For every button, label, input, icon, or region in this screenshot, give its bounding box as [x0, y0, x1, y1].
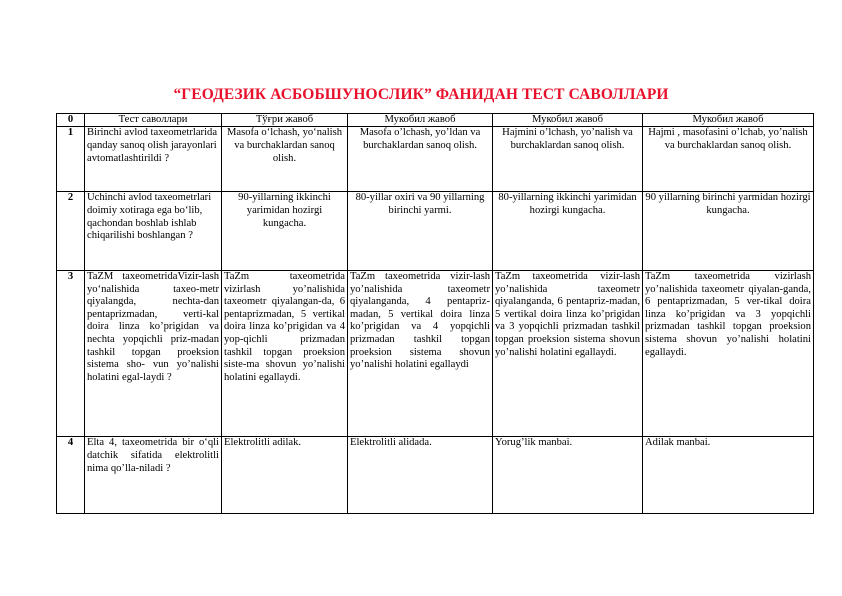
table-row [57, 437, 814, 514]
document-title: “ГЕОДЕЗИК АСБОБШУНОСЛИК” ФАНИДАН ТЕСТ САВОЛЛАРИ [173, 86, 669, 103]
alternative-answer-cell: Adilak manbai. [643, 437, 814, 514]
correct-answer-cell: TaZm taxeometrida vizirlash yo’nalishida taxeometr qiyalangan-da, 6 pentaprizmadan, 5 vertikal doira linza ko’prigidan va 4 yop-qichli prizmadan tashkil topgan proeksion siste-ma shovun yo’nalishi holatini egallaydi. [222, 271, 348, 437]
question-cell: Uchinchi avlod taxeometrlari doimiy xotiraga ega bo‘lib, qachondan boshlab ishlab chiqarilishi boshlangan ? [85, 192, 222, 271]
correct-answer-cell: Elektrolitli adilak. [222, 437, 348, 514]
alternative-answer-cell: Hajmi , masofasini o’lchab, yo’nalish va burchaklardan sanoq olish. [643, 127, 814, 192]
row-number: 1 [57, 127, 85, 192]
alternative-answer-cell: 80-yillarning ikkinchi yarimidan hozirgi kungacha. [493, 192, 643, 271]
row-number: 2 [57, 192, 85, 271]
correct-answer-cell: 90-yillarning ikkinchi yarimidan hozirgi kungacha. [222, 192, 348, 271]
alternative-answer-cell: Elektrolitli alidada. [348, 437, 493, 514]
alternative-answer-cell: 80-yillar oxiri va 90 yillarning birinchi yarmi. [348, 192, 493, 271]
question-cell: Elta 4, taxeometrida bir o‘qli datchik sifatida elektrolitli nima qo’lla-niladi ? [85, 437, 222, 514]
correct-answer-cell: Masofa o‘lchash, yo‘nalish va burchaklardan sanoq olish. [222, 127, 348, 192]
table-row [57, 271, 814, 437]
row-number: 3 [57, 271, 85, 437]
table-row [57, 127, 814, 192]
alternative-answer-cell: TaZm taxeometrida vizir-lash yo’nalishida taxeometr qiyalanganda, 6 pentapriz-madan, 5 vertikal doira linza ko’prigidan va 3 yopqichli prizmadan tashkil topgan proeksion sistema shovun yo’nalishi holatini egallaydi. [493, 271, 643, 437]
question-cell: Birinchi avlod taxeometrlarida qanday sanoq olish jarayonlari avtomatlashtirildi ? [85, 127, 222, 192]
alternative-answer-cell: Masofa o’lchash, yo’ldan va burchaklardan sanoq olish. [348, 127, 493, 192]
header-number: 0 [57, 114, 85, 127]
table-header-row [57, 114, 814, 127]
test-questions-table [56, 113, 814, 514]
table-row [57, 192, 814, 271]
header-alternative-answer-1: Мукобил жавоб [348, 114, 493, 127]
alternative-answer-cell: TaZm taxeometrida vizir-lash yo’nalishida taxeometr qiyalanganda, 4 pentapriz-madan, 5 vertikal doira linza ko’prigidan va 4 yopqichli prizmadan tashkil topgan proeksion sistema shovun yo’nalishi holatini egallaydi [348, 271, 493, 437]
alternative-answer-cell: 90 yillarning birinchi yarmidan hozirgi kungacha. [643, 192, 814, 271]
alternative-answer-cell: Hajmini o’lchash, yo’nalish va burchaklardan sanoq olish. [493, 127, 643, 192]
header-question: Тест саволлари [85, 114, 222, 127]
alternative-answer-cell: TaZm taxeometrida vizirlash yo’nalishida taxeometr qiyalan-ganda, 6 pentaprizmadan, 5 ver-tikal doira linza ko’prigidan va 3 yopqichli prizmadan tashkil topgan proeksion sistema shovun yo’nalishi holatini egallaydi. [643, 271, 814, 437]
header-correct-answer: Тўғри жавоб [222, 114, 348, 127]
header-alternative-answer-2: Мукобил жавоб [493, 114, 643, 127]
header-alternative-answer-3: Мукобил жавоб [643, 114, 814, 127]
alternative-answer-cell: Yorug’lik manbai. [493, 437, 643, 514]
question-cell: TaZM taxeometridaVizir-lash yo‘nalishida taxeo-metr qiyalangda, nechta-dan pentaprizmadan, verti-kal doira linza ko’prigidan va nechta yopqichli priz-madan tashkil topgan proeksion sistema sho- vun yo’nalishi holatini egal-laydi ? [85, 271, 222, 437]
row-number: 4 [57, 437, 85, 514]
